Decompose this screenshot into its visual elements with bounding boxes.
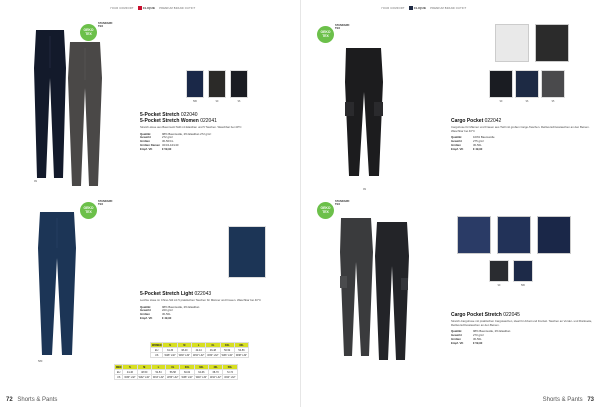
- badge-line2: TEX: [322, 34, 329, 38]
- spec-row: Größen 30-50L: [140, 312, 171, 317]
- badge-caption-line1: STANDARD: [335, 200, 350, 203]
- spec-row: Qualität 98% Baumwolle, 2% Elasthan: [140, 304, 200, 309]
- section-name: Shorts & Pants: [17, 397, 58, 403]
- spec-row: Gewicht 220 g/m²: [140, 308, 174, 313]
- size-table-row: EU 34-36 38-40 42-44 46-48 50-52 54-56: [151, 348, 249, 353]
- image-tag: 580: [38, 360, 43, 363]
- swatch-label: 95: [551, 100, 555, 103]
- badge-caption-line2: TEX: [98, 203, 104, 207]
- product-image-5pocket-stretch: [30, 28, 110, 188]
- badge-caption: [335, 24, 349, 30]
- color-swatch-navy[interactable]: [513, 260, 533, 282]
- swatch-label: 96: [237, 100, 241, 103]
- spec-row-price: Empf. VK € 59,90: [451, 340, 483, 345]
- spec-row-price: Empf. VK € 59,90: [140, 146, 172, 151]
- trouser-dark: [375, 222, 409, 360]
- size-table-women: [150, 342, 249, 358]
- product-detail-waist: [457, 216, 491, 254]
- product-info-5pocket-light: [140, 291, 290, 321]
- oeko-tex-badge: [317, 26, 334, 43]
- size-table-row: US W30" L32" W32" L32" W34" L32" W36" L32" W38" L32" W40" L32" W42" L32" W44" L32": [115, 375, 238, 380]
- image-tag: 99: [363, 188, 366, 191]
- spec-row: Größen 30-50/CL: [140, 139, 174, 144]
- color-swatch-grey[interactable]: [541, 70, 565, 98]
- spec-row: Größen 30-50L: [451, 336, 482, 341]
- size-table-row: EU 44-46 48-50 52-54 56-58 60-62 64-66 68-70 72-74: [115, 370, 238, 375]
- trouser-grey: [68, 42, 102, 186]
- spec-row-price: Empf. VK € 49,90: [451, 146, 483, 151]
- size-table-head: WOMEN S M L XL XXL 3XL: [151, 343, 249, 348]
- spec-row: Größen 30-50L: [451, 142, 482, 147]
- color-swatch-dark-grey[interactable]: [208, 70, 226, 98]
- trouser-navy: [34, 30, 66, 178]
- product-detail-label: [535, 24, 569, 62]
- badge-caption-line2: TEX: [98, 25, 104, 29]
- page-footer: [6, 397, 57, 403]
- brand-name: CLIQUE: [142, 6, 156, 10]
- product-info-5pocket: [140, 112, 290, 152]
- spec-row: Gewicht 275 g/m²: [451, 138, 485, 143]
- brand-logo: [138, 6, 156, 10]
- product-title: 5-Pocket Stretch Light 022043: [140, 291, 212, 297]
- product-description: Cargohose für Männer und Frauen aus Twill mit großen Cargo-Taschen. Reißverschlusstaschen an den Beinen. Waschbar bei 40°C: [451, 125, 590, 133]
- swatch-label: 99: [497, 284, 501, 287]
- spec-row: Qualität 98% Baumwolle, 2% Elasthan 272 g/m²: [140, 131, 212, 136]
- color-swatch-black[interactable]: [230, 70, 248, 98]
- image-tag: 99: [34, 180, 37, 183]
- product-code: 022043: [194, 291, 212, 297]
- size-table-head: MEN S M L XL XXL 3XL 4XL 5XL: [115, 365, 238, 370]
- product-description: Leichte Hose im Chino-Stil mit 5 praktischen Taschen für Männer und Frauen. Waschbar bei 40°C: [140, 298, 261, 302]
- product-title: 5-Pocket Stretch 022040: [140, 112, 198, 118]
- brand-logo: [409, 6, 427, 10]
- product-title: Cargo Pocket Stretch 022045: [451, 312, 520, 318]
- swatch-label: 580: [193, 100, 197, 103]
- header-right-text: PREMIUM BRAND OUTFIT: [159, 6, 196, 10]
- section-name: Shorts & Pants: [542, 397, 583, 403]
- spec-row: Qualität 98% Baumwolle, 2% Elasthan: [451, 329, 511, 334]
- product-image-cargo-pocket: [341, 46, 391, 186]
- badge-caption-line2: TEX: [335, 27, 341, 31]
- spec-row: Qualität 100% Baumwolle: [451, 135, 495, 140]
- product-image-cargo-stretch: [337, 216, 413, 366]
- product-description: Stretch-Hose aus Baumwoll-Twill mit Elasthan und 5 Taschen. Waschbar bei 40°C: [140, 125, 242, 129]
- product-detail-pocket: [495, 24, 529, 62]
- trouser-black: [340, 218, 373, 356]
- size-table-row: US W28" L32" W30" L32" W32" L32" W34" L32" W36" L32" W38" L32": [151, 353, 249, 358]
- product-info-cargo-pocket: [451, 118, 595, 151]
- product-image-5pocket-light: [34, 210, 84, 360]
- swatch-label: 99: [499, 100, 503, 103]
- size-table-men: [114, 364, 238, 380]
- header-left-text: YOUR COMFORT: [110, 6, 134, 10]
- badge-caption-line1: STANDARD: [98, 22, 113, 25]
- product-info-cargo-stretch: [451, 312, 595, 345]
- spec-table: [451, 136, 595, 151]
- product-code: 022040: [180, 112, 198, 118]
- badge-line1: OEKO: [83, 206, 94, 210]
- badge-line1: OEKO: [320, 206, 331, 210]
- product-detail-label: [537, 216, 571, 254]
- color-swatch-black[interactable]: [489, 70, 513, 98]
- badge-caption-line1: STANDARD: [335, 24, 350, 27]
- brand-flag-icon: [409, 6, 413, 10]
- color-swatch-navy[interactable]: [186, 70, 204, 98]
- page-header: [110, 6, 195, 10]
- swatch-label: 96: [525, 100, 529, 103]
- spec-row: Größen Damen 32/34-44/L30: [140, 142, 179, 147]
- badge-caption: [98, 200, 112, 206]
- badge-line2: TEX: [85, 210, 92, 214]
- right-page: [300, 0, 600, 407]
- spec-row-price: Empf. VK € 49,90: [140, 315, 172, 320]
- product-description: Stretch-Cargohose mit praktischen Cargotaschen, ideal für Arbeit und Freizeit. Taschen an Vorder- und Rückseite, Reißverschlusstaschen an den Beinen.: [451, 319, 593, 327]
- fabric-detail-navy: [228, 226, 266, 278]
- page-header: [381, 6, 466, 10]
- product-code: 022042: [484, 118, 502, 124]
- product-code: 022041: [200, 118, 217, 124]
- badge-line2: TEX: [85, 32, 92, 36]
- spec-row: Gewicht 270 g/m²: [451, 332, 485, 337]
- brand-flag-icon: [138, 6, 142, 10]
- brand-name: CLIQUE: [413, 6, 427, 10]
- swatch-label: 580: [521, 284, 525, 287]
- color-swatch-navy[interactable]: [515, 70, 539, 98]
- product-title: Cargo Pocket 022042: [451, 118, 502, 124]
- spec-table: [140, 133, 290, 152]
- page-number: 72: [6, 397, 13, 403]
- header-left-text: YOUR COMFORT: [381, 6, 405, 10]
- badge-caption-line2: TEX: [335, 203, 341, 207]
- badge-line2: TEX: [322, 210, 329, 214]
- product-title-women: 5-Pocket Stretch Women 022041: [140, 118, 217, 124]
- badge-line1: OEKO: [320, 30, 331, 34]
- spec-table: [451, 330, 595, 345]
- badge-caption-line1: STANDARD: [98, 200, 113, 203]
- page-footer: [543, 397, 594, 403]
- oeko-tex-badge: [317, 202, 334, 219]
- spec-row: Gewicht 272 g/m²: [140, 135, 174, 140]
- color-swatch-black[interactable]: [489, 260, 509, 282]
- header-right-text: PREMIUM BRAND OUTFIT: [430, 6, 467, 10]
- page-number: 73: [587, 397, 594, 403]
- product-code: 022045: [503, 312, 520, 318]
- product-detail-pocket: [497, 216, 531, 254]
- badge-caption: [335, 200, 349, 206]
- spec-table: [140, 306, 290, 321]
- swatch-label: 99: [215, 100, 219, 103]
- badge-line1: OEKO: [83, 28, 94, 32]
